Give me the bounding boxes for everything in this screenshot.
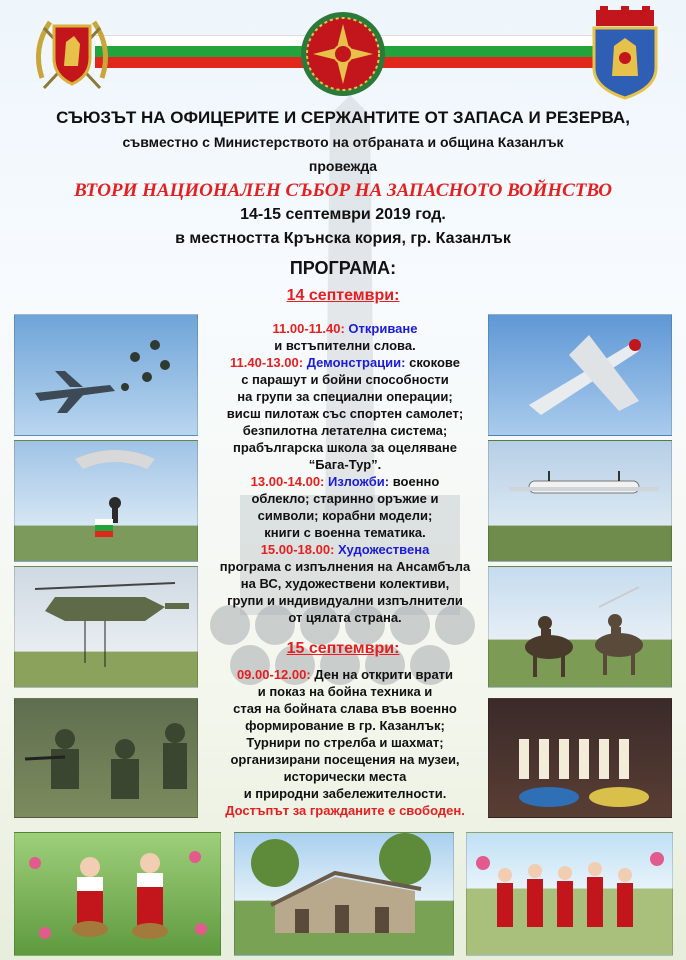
organizer-title: СЪЮЗЪТ НА ОФИЦЕРИТЕ И СЕРЖАНТИТЕ ОТ ЗАПАСА И РЕЗЕРВА, (56, 108, 630, 127)
day2-heading: 15 септември: (286, 640, 400, 657)
day2-program: 09.00-12.00: Ден на открити врати и показ на бойна техника и стая на бойната слава във военно формирование в гр. Казанлък; Турнири по стрелба и шахмат; организирани посещения на музеи, исторически места и природни забележителности. Достъпът за гражданите е свободен. (190, 666, 500, 819)
program-heading: ПРОГРАМА: (289, 258, 397, 278)
left-army-emblem-icon (22, 8, 122, 98)
photo-folk-parade (466, 832, 673, 956)
event-title: ВТОРИ НАЦИОНАЛЕН СЪБОР НА ЗАПАСНОТО ВОЙНСТВО (74, 180, 612, 201)
free-access-notice: Достъпът за гражданите е свободен. (225, 803, 465, 818)
photo-helicopter (14, 566, 198, 688)
day1-heading: 14 септември: (286, 287, 400, 304)
event-dates: 14-15 септември 2019 год. (240, 206, 446, 223)
photo-soldiers (14, 698, 198, 818)
kazanlak-coat-of-arms-icon (582, 6, 668, 100)
program-item-opening: 11.00-11.40: Откриване (272, 321, 418, 336)
conducts-line: провежда (308, 158, 378, 174)
photo-sport-plane (488, 314, 672, 436)
center-army-emblem-icon (295, 8, 391, 100)
photo-folk-ensemble (488, 698, 672, 818)
photo-stone-building (234, 832, 454, 956)
day1-program: 11.00-11.40: Откриване и встъпителни слова. 11.40-13.00: Демонстрации: скокове с парашут и бойни способности на групи за специални операции; висш пилотаж със спортен самолет; безпилотна летателна система; прабългарска школа за оцеляване “Бага-Тур”. 13.00-14.00: Изложби: военно облекло; старинно оръжие и символи; корабни модели; книги с военна тематика. 15.00-18.00: Художествена програма с изпълнения на Ансамбъла на ВС, художествени колективи, групи и индивидуални изпълнители от цялата страна. (195, 320, 495, 626)
photo-drone (488, 440, 672, 562)
event-location: в местността Крънска кория, гр. Казанлък (175, 230, 511, 247)
photo-parachutist-flag (14, 440, 198, 562)
photo-rose-pickers (14, 832, 221, 956)
program-item-demonstrations: 11.40-13.00: Демонстрации: скокове (230, 355, 460, 370)
program-item-exhibitions: 13.00-14.00: Изложби: военно (250, 474, 440, 489)
co-organizer-line: съвместно с Министерството на отбраната и община Казанлък (122, 134, 564, 150)
photo-horsemen (488, 566, 672, 688)
photo-parachute-plane (14, 314, 198, 436)
program-item-arts: 15.00-18.00: Художествена (260, 542, 430, 557)
